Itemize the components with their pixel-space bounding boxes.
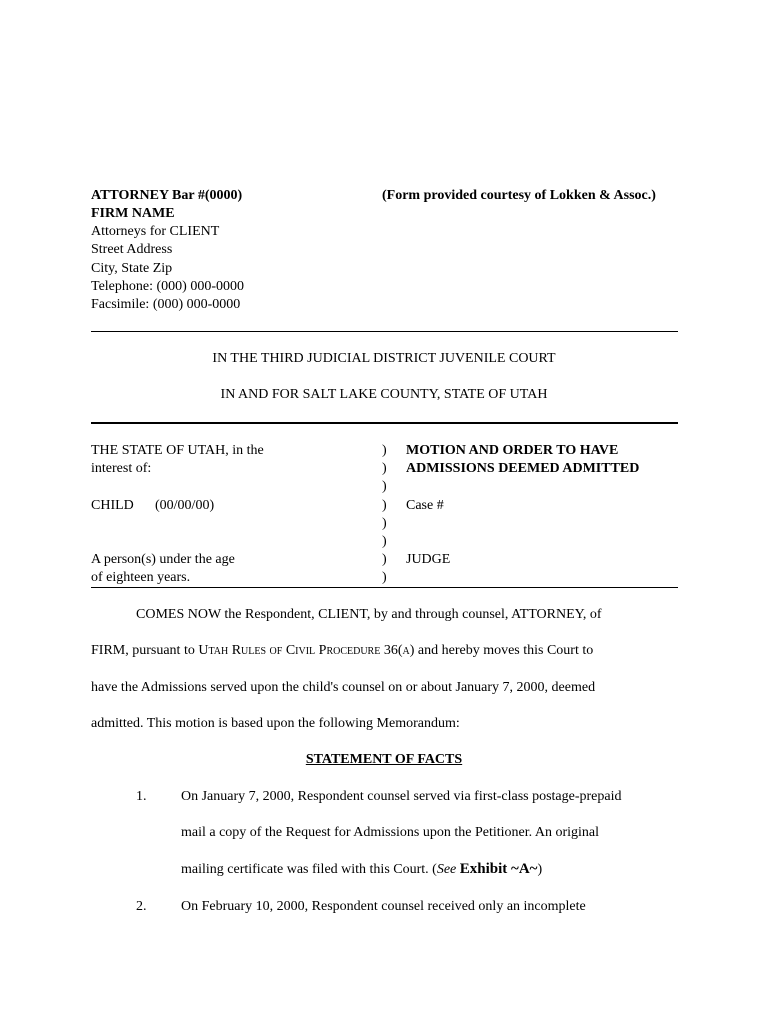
fact-number: 1. (136, 789, 147, 804)
judge-label: JUDGE (406, 552, 451, 567)
fact-1-line3 (181, 860, 542, 879)
caption-divider (91, 587, 678, 588)
firm-name: FIRM NAME (91, 206, 175, 221)
caption-paren: ) (382, 443, 387, 458)
fact-number: 2. (136, 899, 147, 914)
fact-1-line3-end: ) (537, 862, 543, 877)
caption-child: CHILD (91, 498, 134, 513)
caption-paren: ) (382, 461, 387, 476)
caption-child-dob: (00/00/00) (155, 498, 215, 513)
rule-number: 36(a) (380, 643, 415, 658)
section-heading: STATEMENT OF FACTS (305, 752, 463, 767)
fact-2-line1: On February 10, 2000, Respondent counsel received only an incomplete (181, 899, 586, 914)
see-signal: See (436, 862, 457, 877)
address-line-facsimile: Facsimile: (000) 000-0000 (91, 297, 241, 312)
fact-1-line2: mail a copy of the Request for Admissions upon the Petitioner. An original (181, 825, 600, 840)
court-name-line2: IN AND FOR SALT LAKE COUNTY, STATE OF UTAH (220, 387, 548, 402)
address-line-street: Street Address (91, 242, 173, 257)
caption-paren: ) (382, 479, 387, 494)
intro-line3: have the Admissions served upon the child's counsel on or about January 7, 2000, deemed (91, 680, 596, 695)
attorney-bar-number: ATTORNEY Bar #(0000) (91, 188, 243, 203)
caption-state-line1: THE STATE OF UTAH, in the (91, 443, 264, 458)
caption-paren: ) (382, 498, 387, 513)
caption-paren: ) (382, 516, 387, 531)
caption-paren: ) (382, 552, 387, 567)
court-divider (91, 422, 678, 424)
fact-1-line3-start: mailing certificate was filed with this Court. ( (181, 862, 437, 877)
motion-title-line1: MOTION AND ORDER TO HAVE (406, 443, 619, 458)
intro-line2-end: and hereby moves this Court to (414, 643, 594, 658)
rule-citation: Utah Rules of Civil Procedure (198, 643, 381, 658)
intro-line2 (91, 642, 593, 660)
intro-line1: COMES NOW the Respondent, CLIENT, by and through counsel, ATTORNEY, of (136, 607, 602, 622)
caption-paren: ) (382, 570, 387, 585)
address-line-telephone: Telephone: (000) 000-0000 (91, 279, 244, 294)
caption-paren: ) (382, 534, 387, 549)
intro-line2-start: FIRM, pursuant to (91, 643, 199, 658)
address-line-client: Attorneys for CLIENT (91, 224, 220, 239)
exhibit-reference: Exhibit ~A~ (459, 861, 538, 877)
caption-state-line2: interest of: (91, 461, 152, 476)
case-number: Case # (406, 498, 444, 513)
court-name-line1: IN THE THIRD JUDICIAL DISTRICT JUVENILE COURT (212, 351, 556, 366)
fact-1-line1: On January 7, 2000, Respondent counsel served via first-class postage-prepaid (181, 789, 622, 804)
motion-title-line2: ADMISSIONS DEEMED ADMITTED (406, 461, 640, 476)
intro-line4: admitted. This motion is based upon the following Memorandum: (91, 716, 460, 731)
header-divider (91, 331, 678, 332)
form-courtesy-note: (Form provided courtesy of Lokken & Assoc.) (382, 188, 656, 203)
address-line-city: City, State Zip (91, 261, 173, 276)
caption-person-line1: A person(s) under the age (91, 552, 235, 567)
caption-person-line2: of eighteen years. (91, 570, 191, 585)
